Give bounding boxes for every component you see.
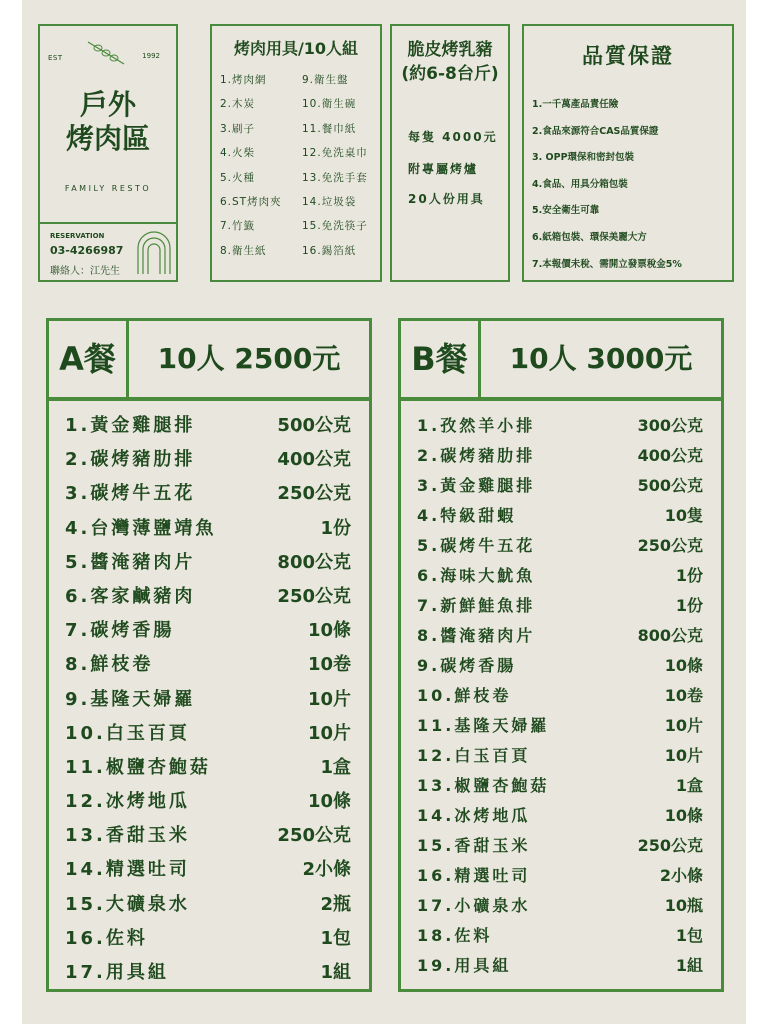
list-item: 12.免洗桌巾: [302, 147, 368, 160]
skewer-icon: [86, 38, 126, 68]
menu-item: [49, 648, 369, 682]
roast-pig-tools: 20人份用具: [408, 192, 485, 206]
roast-pig-oven: 附專屬烤爐: [408, 162, 479, 176]
list-item: 1.烤肉網: [220, 74, 267, 86]
menu-item-name: 2.碳烤豬肋排: [65, 449, 196, 471]
menu-item-qty: 10條: [664, 806, 703, 825]
quality-box: [522, 24, 734, 282]
menu-item-qty: 1份: [320, 517, 351, 539]
menu-item-qty: 10卷: [307, 654, 351, 676]
menu-item: [401, 501, 721, 531]
menu-item: [401, 861, 721, 891]
menu-item: [49, 512, 369, 546]
roast-pig-box: [390, 24, 510, 282]
menu-item-qty: 1份: [675, 596, 703, 615]
list-item: 1.一千萬產品責任險: [532, 99, 619, 110]
menu-item: [401, 831, 721, 861]
menu-item-qty: 250公克: [277, 825, 351, 847]
menu-item-qty: 800公克: [637, 626, 703, 645]
phone-number: 03-4266987: [50, 244, 124, 257]
list-item: 2.木炭: [220, 98, 256, 111]
menu-item-qty: 10條: [664, 656, 703, 675]
list-item: 8.衛生紙: [220, 244, 267, 257]
menu-item-name: 12.白玉百頁: [417, 746, 531, 765]
menu-item: [401, 531, 721, 561]
list-item: 16.錫箔紙: [302, 244, 357, 257]
menu-item-name: 9.基隆天婦羅: [65, 688, 196, 710]
menu-item-qty: 10條: [307, 791, 351, 813]
menu-item: [49, 443, 369, 477]
logo-title-line1: 戶外: [79, 88, 136, 121]
menu-item-name: 2.碳烤豬肋排: [417, 446, 536, 465]
menu-item: [401, 921, 721, 951]
roast-pig-title-line2: (約6-8台斤): [401, 64, 499, 84]
menu-item: [401, 471, 721, 501]
menu-item: [49, 717, 369, 751]
menu-item: [49, 819, 369, 853]
menu-item-qty: 1盒: [320, 756, 351, 778]
menu-item: [401, 411, 721, 441]
menu-item: [401, 621, 721, 651]
list-item: 4.食品、用具分箱包裝: [532, 178, 628, 190]
list-item: 6.紙箱包裝、環保美麗大方: [532, 231, 647, 243]
menu-item: [401, 681, 721, 711]
menu-item-name: 8.鮮枝卷: [65, 654, 154, 676]
menu-item-qty: 250公克: [637, 836, 703, 855]
logo-divider: [40, 222, 176, 224]
menu-item-name: 16.精選吐司: [417, 866, 531, 885]
quality-title: 品質保證: [582, 44, 674, 68]
menu-item-name: 19.用具組: [417, 956, 512, 975]
tools-list-col1: [220, 68, 282, 263]
tools-title: 烤肉用具/10人組: [233, 39, 359, 58]
list-item: 15.免洗筷子: [302, 220, 368, 233]
menu-item-name: 4.特級甜蝦: [417, 506, 517, 525]
menu-item: [401, 771, 721, 801]
menu-item: [401, 891, 721, 921]
menu-item-qty: 2瓶: [320, 893, 351, 915]
list-item: 5.安全衛生可靠: [532, 205, 600, 217]
menu-item-name: 4.台灣薄鹽靖魚: [65, 517, 217, 539]
set-b-letter: B餐: [401, 321, 481, 397]
menu-item: [49, 409, 369, 443]
menu-item: [49, 888, 369, 922]
menu-item-name: 6.客家鹹豬肉: [65, 585, 196, 607]
menu-item-qty: 10片: [664, 716, 703, 735]
menu-item: [401, 441, 721, 471]
list-item: 11.餐巾紙: [302, 122, 357, 135]
menu-item: [49, 922, 369, 956]
menu-item-qty: 10片: [307, 722, 351, 744]
menu-item: [49, 956, 369, 990]
menu-item-name: 12.冰烤地瓜: [65, 791, 190, 813]
menu-item-name: 14.冰烤地瓜: [417, 806, 531, 825]
menu-item-qty: 1包: [675, 926, 703, 945]
set-a-letter: A餐: [49, 321, 129, 397]
set-a-header: [46, 318, 372, 400]
menu-item-qty: 500公克: [637, 476, 703, 495]
menu-item-qty: 250公克: [277, 585, 351, 607]
menu-item-name: 15.香甜玉米: [417, 836, 531, 855]
year-label: 1992: [142, 52, 160, 60]
menu-item-qty: 800公克: [277, 551, 351, 573]
menu-item: [401, 801, 721, 831]
menu-item-name: 17.用具組: [65, 962, 169, 983]
menu-item-qty: 10卷: [664, 686, 703, 705]
menu-item-qty: 10片: [307, 688, 351, 710]
list-item: 3.刷子: [220, 122, 256, 135]
menu-item-name: 5.醬淹豬肉片: [65, 551, 196, 573]
menu-item: [401, 591, 721, 621]
menu-item: [49, 477, 369, 511]
roast-pig-title-line1: 脆皮烤乳豬: [407, 40, 493, 60]
menu-item-name: 10.鮮枝卷: [417, 686, 512, 705]
contact-person: 聯絡人：江先生: [50, 266, 120, 277]
menu-item: [49, 546, 369, 580]
set-a-items: [49, 409, 369, 990]
list-item: 14.垃圾袋: [302, 196, 357, 209]
menu-item-qty: 10條: [307, 620, 351, 642]
set-b-price: 10人 3000元: [509, 342, 693, 375]
menu-item-name: 11.椒鹽杏鮑菇: [65, 756, 211, 778]
menu-item: [401, 561, 721, 591]
menu-item: [401, 651, 721, 681]
menu-item-qty: 2小條: [659, 866, 703, 885]
list-item: 9.衛生盤: [302, 74, 349, 86]
menu-item-qty: 400公克: [277, 449, 351, 471]
menu-item-qty: 500公克: [277, 415, 351, 436]
menu-item-name: 5.碳烤牛五花: [417, 536, 536, 555]
list-item: 10.衛生碗: [302, 98, 357, 111]
quality-list: [532, 92, 682, 278]
logo-subtitle: FAMILY RESTO: [64, 184, 152, 193]
menu-item-name: 8.醬淹豬肉片: [417, 626, 536, 645]
menu-item-name: 16.佐料: [65, 927, 148, 949]
menu-item-name: 9.碳烤香腸: [417, 656, 517, 675]
menu-item-name: 1.孜然羊小排: [417, 416, 536, 435]
tools-box: [210, 24, 382, 282]
menu-item-name: 3.黃金雞腿排: [417, 476, 536, 495]
menu-item: [49, 751, 369, 785]
menu-item-qty: 1包: [320, 927, 351, 949]
reservation-label: RESERVATION: [50, 232, 105, 240]
menu-item: [49, 785, 369, 819]
menu-item-name: 10.白玉百頁: [65, 722, 190, 744]
menu-item: [401, 951, 721, 981]
menu-item: [49, 683, 369, 717]
menu-item-qty: 250公克: [277, 483, 351, 505]
roast-pig-title: [392, 38, 508, 86]
menu-item-qty: 10隻: [664, 506, 703, 525]
menu-item-name: 14.精選吐司: [65, 859, 190, 881]
set-a-price: 10人 2500元: [157, 342, 341, 375]
menu-item-qty: 1組: [675, 956, 703, 975]
menu-item: [401, 741, 721, 771]
tools-list-col2: [302, 68, 368, 263]
set-b-items: [401, 411, 721, 981]
list-item: 2.食品來源符合CAS品質保證: [532, 125, 659, 137]
set-a-list: [46, 398, 372, 992]
menu-item-name: 3.碳烤牛五花: [65, 483, 196, 505]
menu-item-qty: 10片: [664, 746, 703, 765]
menu-item-name: 15.大礦泉水: [65, 893, 190, 915]
logo-box: [38, 24, 178, 282]
menu-item-name: 7.碳烤香腸: [65, 620, 175, 642]
list-item: 13.免洗手套: [302, 171, 368, 184]
menu-item-qty: 2小條: [302, 859, 351, 881]
list-item: 3. OPP環保和密封包裝: [532, 152, 635, 164]
menu-poster: [22, 0, 746, 1024]
menu-item: [49, 614, 369, 648]
menu-item-name: 11.基隆天婦羅: [417, 716, 550, 735]
list-item: 4.火柴: [220, 147, 256, 160]
menu-item-name: 13.香甜玉米: [65, 825, 190, 847]
menu-item-name: 13.椒鹽杏鮑菇: [417, 776, 550, 795]
menu-item-name: 7.新鮮鮭魚排: [417, 596, 536, 615]
list-item: 7.竹籤: [220, 220, 256, 233]
menu-item-qty: 250公克: [637, 536, 703, 555]
menu-item-name: 1.黃金雞腿排: [65, 415, 196, 436]
list-item: 7.本報價未稅、需開立發票稅金5%: [532, 258, 682, 270]
menu-item-qty: 400公克: [637, 446, 703, 465]
menu-item-name: 17.小礦泉水: [417, 896, 531, 915]
logo-title-line2: 烤肉區: [65, 122, 150, 155]
menu-item: [401, 711, 721, 741]
set-b-header: [398, 318, 724, 400]
roast-pig-price: 每隻 4000元: [408, 130, 498, 144]
list-item: 5.火種: [220, 171, 256, 184]
menu-item-qty: 1盒: [675, 776, 703, 795]
arch-icon: [136, 228, 172, 276]
menu-item-qty: 1份: [675, 566, 703, 585]
menu-item-name: 18.佐料: [417, 926, 493, 945]
list-item: 6.ST烤肉夾: [220, 196, 282, 209]
menu-item: [49, 580, 369, 614]
set-b-list: [398, 398, 724, 992]
menu-item-name: 6.海味大魷魚: [417, 566, 536, 585]
menu-item-qty: 10瓶: [664, 896, 703, 915]
menu-item-qty: 1組: [320, 962, 351, 983]
est-label: EST: [48, 54, 63, 62]
menu-item: [49, 853, 369, 887]
menu-item-qty: 300公克: [637, 416, 703, 435]
